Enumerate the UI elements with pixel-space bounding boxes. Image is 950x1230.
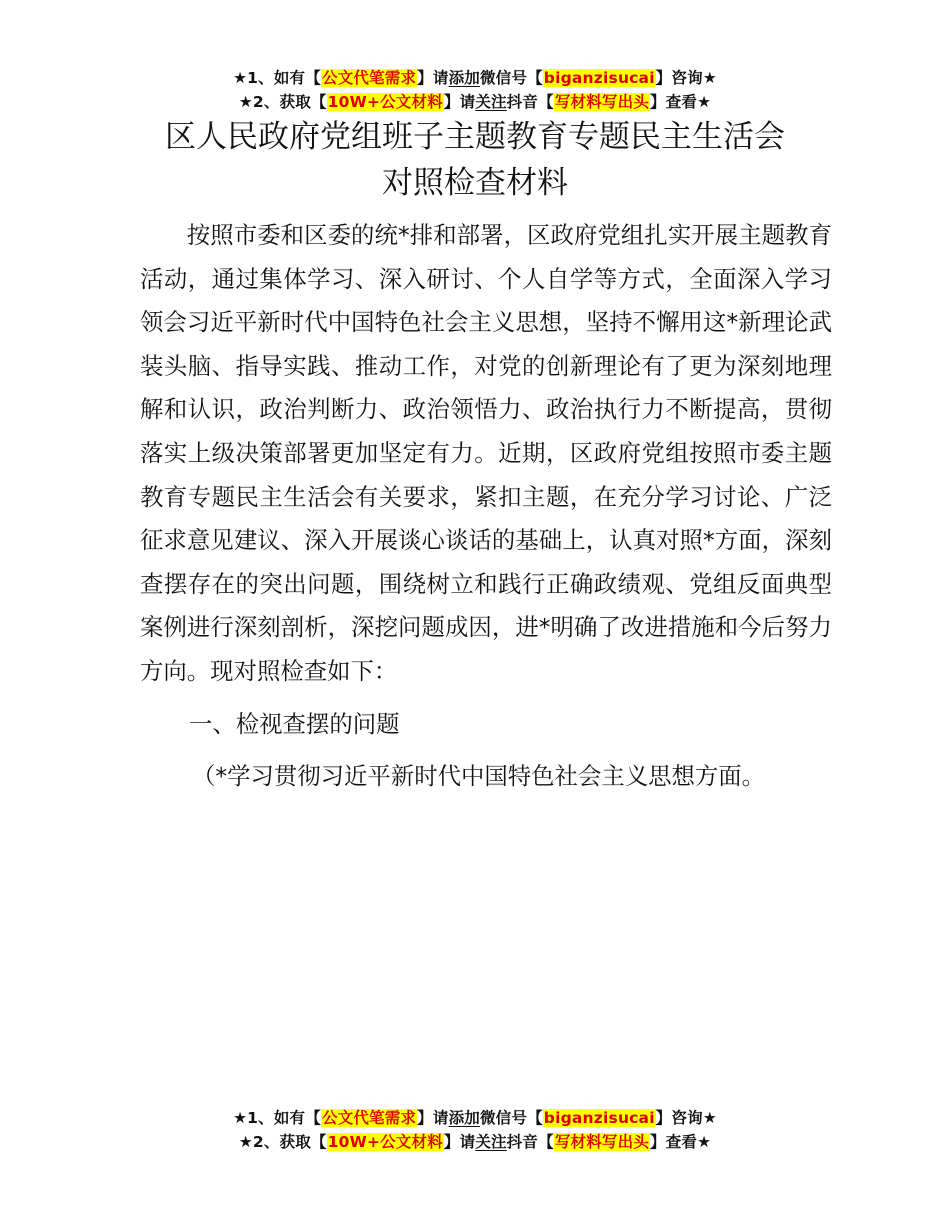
promo-text: ★1、如有【 [233,69,321,87]
promo-highlight: 公文代笔需求 [321,69,417,87]
promo-text: 】查看★ [650,1133,712,1151]
promo-text: ★1、如有【 [233,1109,321,1127]
promo-text: 】请 [443,1133,476,1151]
promo-text: 微信号【 [479,69,543,87]
promo-highlight-wechat-id: biganzisucai [543,1109,655,1127]
promo-underlined-text: 关注 [475,1133,507,1151]
promo-line-2 [0,1130,950,1154]
promo-text: ★2、获取【 [238,1133,327,1151]
promo-banner-top [0,66,950,114]
promo-text: 】请 [417,1109,449,1127]
promo-highlight: 10W+公文材料 [327,93,443,111]
subsection-heading: （*学习贯彻习近平新时代中国特色社会主义思想方面。 [192,762,766,791]
document-body [140,214,832,799]
document-title [0,114,950,206]
promo-line-1 [0,66,950,90]
promo-text: ★2、获取【 [238,93,327,111]
promo-text: 】咨询★ [655,69,717,87]
promo-banner-bottom [0,1106,950,1154]
promo-text: 微信号【 [479,1109,543,1127]
promo-text: 】请 [417,69,449,87]
promo-underlined-text: 添加 [448,1109,480,1127]
title-line-2: 对照检查材料 [382,165,568,201]
promo-underlined-text: 关注 [475,93,507,111]
promo-text: 】请 [443,93,476,111]
section-heading: 一、检视查摆的问题 [189,709,400,738]
promo-highlight-douyin-id: 写材料写出头 [554,93,650,111]
promo-line-1 [0,1106,950,1130]
promo-text: 抖音【 [506,93,554,111]
promo-highlight-douyin-id: 写材料写出头 [554,1133,650,1151]
promo-highlight: 10W+公文材料 [327,1133,443,1151]
promo-highlight-wechat-id: biganzisucai [543,69,655,87]
title-line-1: 区人民政府党组班子主题教育专题民主生活会 [165,119,785,155]
promo-text: 】查看★ [650,93,712,111]
promo-underlined-text: 添加 [448,69,480,87]
intro-paragraph: 按照市委和区委的统*排和部署，区政府党组扎实开展主题教育活动，通过集体学习、深入研讨、个人自学等方式，全面深入学习领会习近平新时代中国特色社会主义思想，坚持不懈用这*新理论武装头脑、指导实践、推动工作，对党的创新理论有了更为深刻地理解和认识，政治判断力、政治领悟力、政治执行力不断提高，贯彻落实上级决策部署更加坚定有力。近期，区政府党组按照市委主题教育专题民主生活会有关要求，紧扣主题，在充分学习讨论、广泛征求意见建议、深入开展谈心谈话的基础上，认真对照*方面，深刻查摆存在的突出问题，围绕树立和践行正确政绩观、党组反面典型案例进行深刻剖析，深挖问题成因，进*明确了改进措施和今后努力方向。现对照检查如下： [140,221,832,685]
promo-line-2 [0,90,950,114]
promo-text: 】咨询★ [655,1109,717,1127]
promo-text: 抖音【 [506,1133,554,1151]
promo-highlight: 公文代笔需求 [321,1109,417,1127]
